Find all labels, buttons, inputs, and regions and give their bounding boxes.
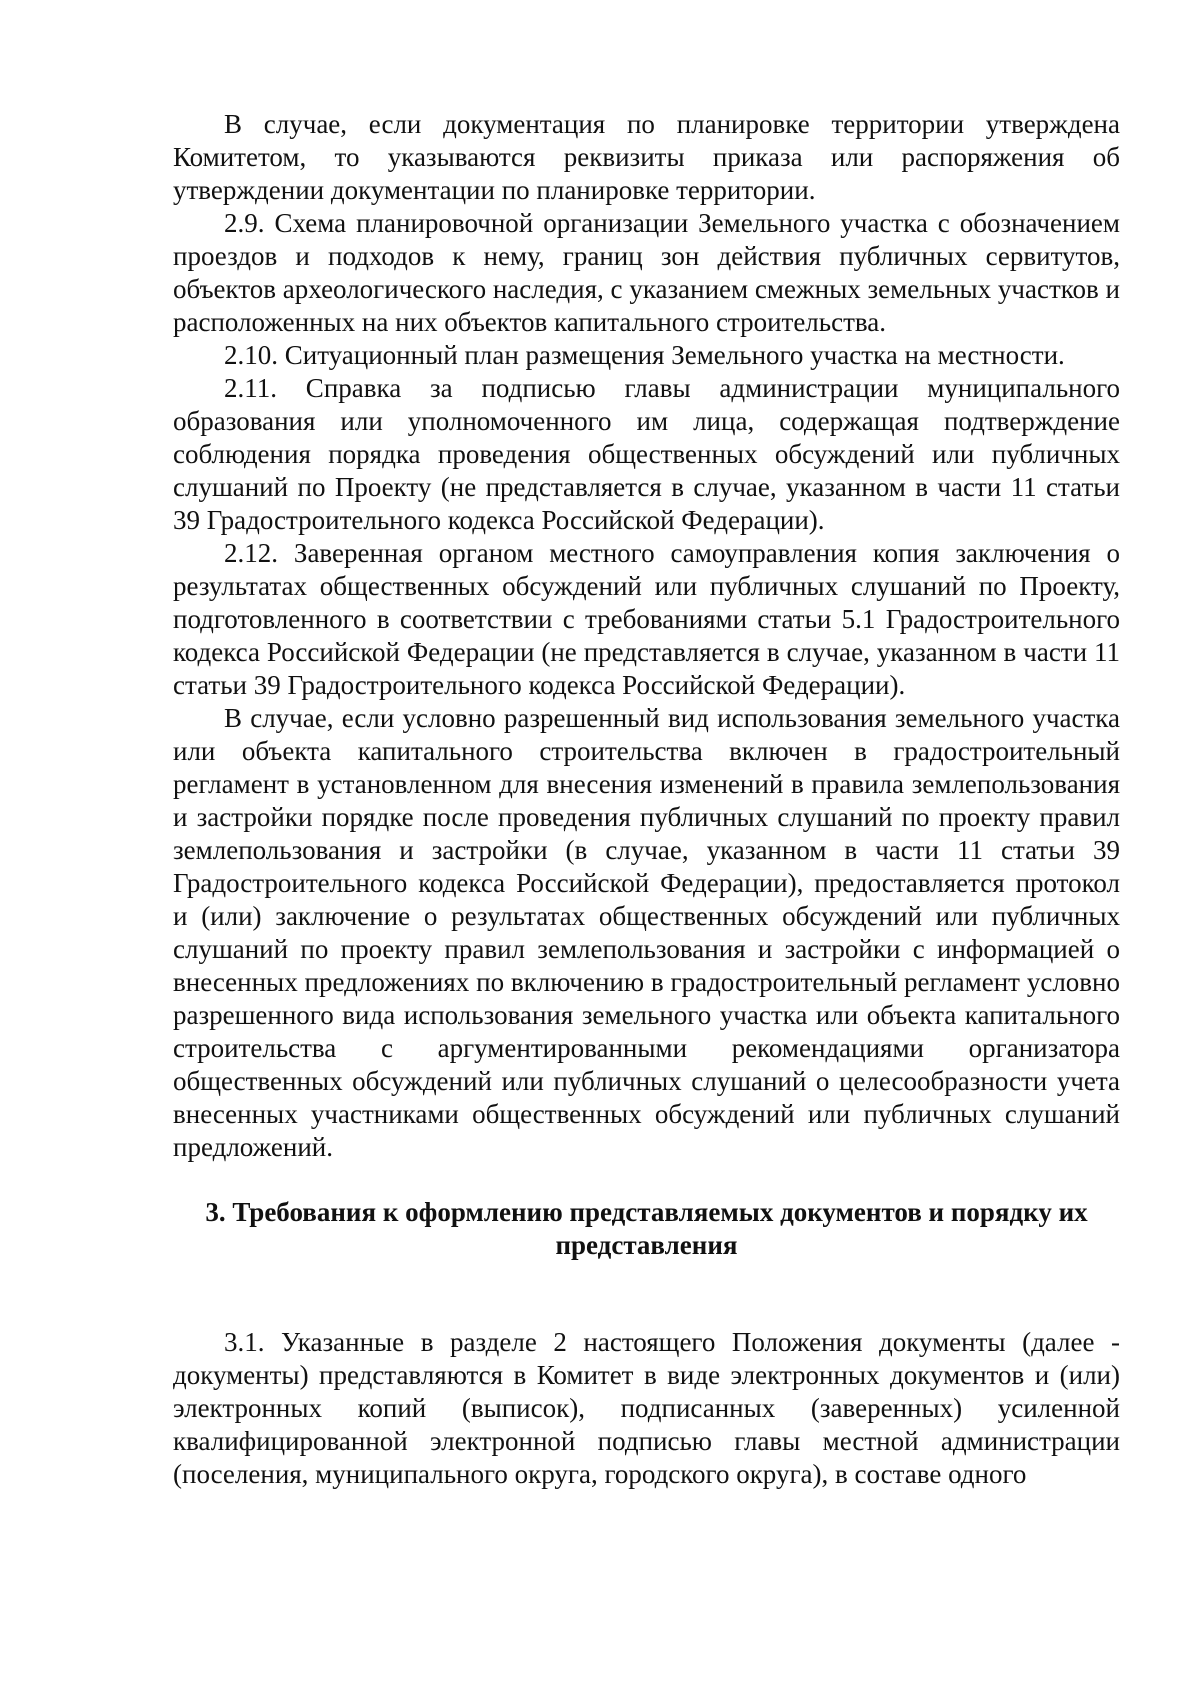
paragraph-conditional-use: В случае, если условно разрешенный вид использования земельного участка или объекта капитального строительства включен в градостроительный регламент в установленном для внесения изменений в правила землепользования и застройки порядке после проведения публичных слушаний по проекту правил землепользования и застройки (в случае, указанном в части 11 статьи 39 Градостроительного кодекса Российской Федерации), предоставляется протокол и (или) заключение о результатах общественных обсуждений или публичных слушаний по проекту правил землепользования и застройки с информацией о внесенных предложениях по включению в градостроительный регламент условно разрешенного вида использования земельного участка или объекта капитального строительства с аргументированными рекомендациями организатора общественных обсуждений или публичных слушаний о целесообразности учета внесенных участниками общественных обсуждений или публичных слушаний предложений. xyxy=(173,703,1120,1162)
paragraph-2-9: 2.9. Схема планировочной организации Земельного участка с обозначением проездов и подходов к нему, границ зон действия публичных сервитутов, объектов археологического наследия, с указанием смежных земельных участков и расположенных на них объектов капитального строительства. xyxy=(173,208,1120,337)
paragraph-2-10: 2.10. Ситуационный план размещения Земельного участка на местности. xyxy=(224,340,1065,370)
section-3-heading xyxy=(173,1164,1120,1326)
section-3-heading-line2: представления xyxy=(555,1230,738,1260)
paragraph-2-11: 2.11. Справка за подписью главы администрации муниципального образования или уполномоченного им лица, содержащая подтверждение соблюдения порядка проведения общественных обсуждений или публичных слушаний по Проекту (не представляется в случае, указанном в части 11 статьи 39 Градостроительного кодекса Российской Федерации). xyxy=(173,373,1120,535)
paragraph-planning-docs-approval: В случае, если документация по планировке территории утверждена Комитетом, то указываются реквизиты приказа или распоряжения об утверждении документации по планировке территории. xyxy=(173,109,1120,205)
document-page xyxy=(173,108,1120,1491)
section-3-heading-line1: 3. Требования к оформлению представляемых документов и порядку их xyxy=(205,1197,1088,1227)
paragraph-3-1: 3.1. Указанные в разделе 2 настоящего Положения документы (далее - документы) представляются в Комитет в виде электронных документов и (или) электронных копий (выписок), подписанных (заверенных) усиленной квалифицированной электронной подписью главы местной администрации (поселения, муниципального округа, городского округа), в составе одного xyxy=(173,1327,1120,1489)
paragraph-2-12: 2.12. Заверенная органом местного самоуправления копия заключения о результатах общественных обсуждений или публичных слушаний по Проекту, подготовленного в соответствии с требованиями статьи 5.1 Градостроительного кодекса Российской Федерации (не представляется в случае, указанном в части 11 статьи 39 Градостроительного кодекса Российской Федерации). xyxy=(173,538,1120,700)
